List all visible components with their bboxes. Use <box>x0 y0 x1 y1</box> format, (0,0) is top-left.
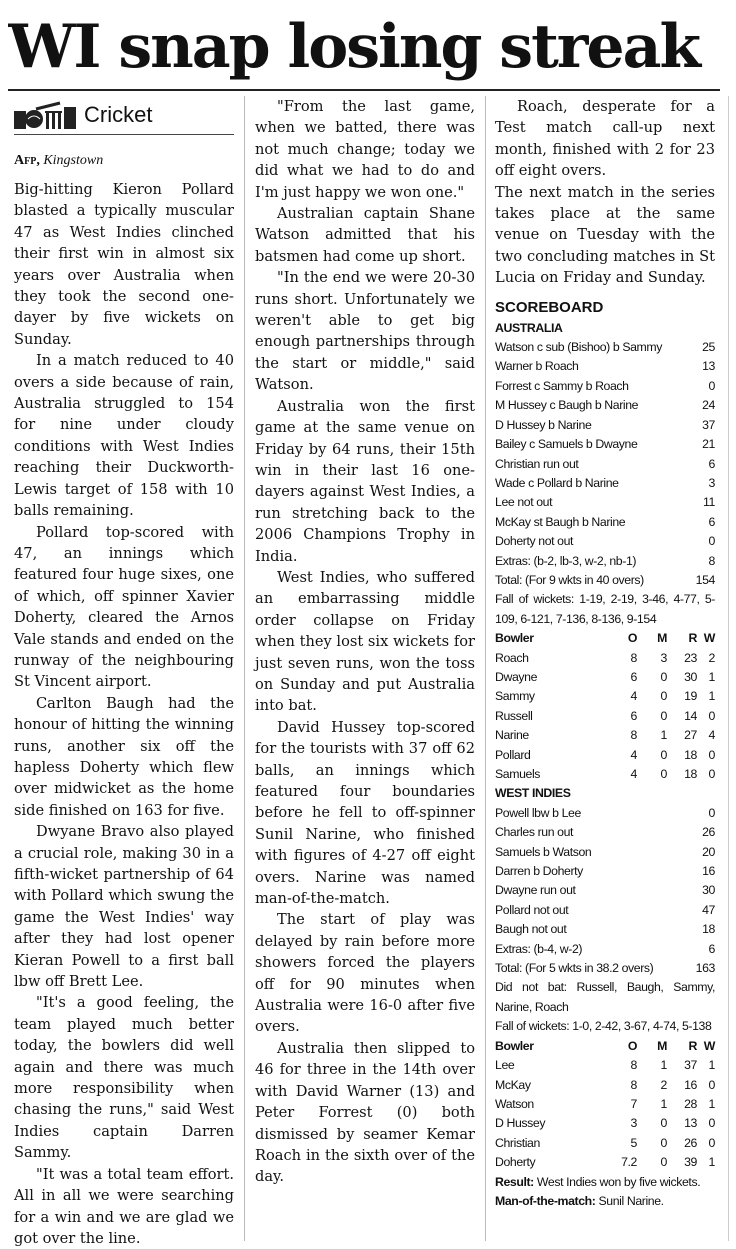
batsman-runs: 6 <box>708 941 715 956</box>
motm-text: Sunil Narine. <box>598 1193 664 1208</box>
batsman-entry: Total: (For 5 wkts in 38.2 overs) <box>495 961 654 976</box>
bowling-cell: 0 <box>708 708 715 723</box>
column-divider <box>485 96 486 1241</box>
batsman-entry: Darren b Doherty <box>495 864 583 879</box>
bowling-cell: 8 <box>630 728 637 743</box>
batsman-runs: 0 <box>708 805 715 820</box>
section-kicker <box>14 96 234 135</box>
bowling-cell: 6 <box>630 708 637 723</box>
batting-row <box>495 493 715 512</box>
batsman-runs: 154 <box>695 572 715 587</box>
batsman-runs: 6 <box>708 514 715 529</box>
bowling-cell: 23 <box>684 650 697 665</box>
bowling-row <box>495 649 715 668</box>
bowling-cell: 39 <box>684 1155 697 1170</box>
batting-row <box>495 959 715 978</box>
bowling-cell: 27 <box>684 728 697 743</box>
paragraph: David Hussey top-scored for the tourists with 37 off 62 balls, an innings which featured four boundaries before he fell to off-spinner Sunil Narine, who finished with figures of 4-27 off eight overs. Narine was named man-of-the-match. <box>255 718 475 908</box>
bowling-cell: 0 <box>660 1135 667 1150</box>
batting-row <box>495 804 715 823</box>
bowling-cell: Pollard <box>495 747 531 762</box>
batsman-entry: Extras: (b-2, lb-3, w-2, nb-1) <box>495 553 637 568</box>
batsman-entry: Bailey c Samuels b Dwayne <box>495 437 638 452</box>
batsman-runs: 3 <box>708 475 715 490</box>
batting-row <box>495 920 715 939</box>
batting-row <box>495 940 715 959</box>
fall-of-wickets: Fall of wickets: 1-19, 2-19, 3-46, 4-77, 5-109, 6-121, 7-136, 8-136, 9-154 <box>495 592 715 626</box>
batsman-entry: Warner b Roach <box>495 359 579 374</box>
batsman-entry: Watson c sub (Bishoo) b Sammy <box>495 340 662 355</box>
batting-row <box>495 843 715 862</box>
paragraph: "It was a total team effort. All in all we were searching for a win and we are glad we got over the line. <box>14 1165 234 1247</box>
paragraph: "From the last game, when we batted, there was not much change; today we did what we had to do and I'm just happy we won one." <box>255 98 475 201</box>
batsman-runs: 11 <box>703 495 715 510</box>
batting-row <box>495 901 715 920</box>
bowling-cell: Samuels <box>495 767 541 781</box>
bowling-cell: 19 <box>684 689 697 704</box>
batsman-runs: 26 <box>702 825 715 840</box>
batsman-runs: 24 <box>702 398 715 413</box>
adjacent-page-edge <box>728 96 736 1241</box>
bowling-cell: Sammy <box>495 689 535 704</box>
bowling-header-cell: O <box>627 1038 637 1053</box>
bowling-row <box>495 765 715 784</box>
article-column-1 <box>14 96 234 1249</box>
batsman-runs: 8 <box>708 553 715 568</box>
batsman-runs: 25 <box>702 340 715 355</box>
paragraph: West Indies, who suffered an embarrassing middle order collapse on Friday when they lost six wickets for just seven runs, won the toss on Sunday and put Australia into bat. <box>255 568 475 715</box>
bowling-row <box>495 746 715 765</box>
bowling-cell: 8 <box>630 650 637 665</box>
bowling-cell: 0 <box>660 1116 667 1131</box>
bowling-header-cell: W <box>703 631 715 646</box>
bowling-cell: 0 <box>708 1077 715 1092</box>
bowling-cell: 8 <box>630 1077 637 1092</box>
paragraph: The start of play was delayed by rain before more showers forced the players off for 90 minutes when Australia were 16-0 after five overs. <box>255 911 475 1036</box>
bowling-row <box>495 687 715 706</box>
bowling-cell: Watson <box>495 1096 534 1111</box>
bowling-cell: 0 <box>660 1155 667 1170</box>
bowling-cell: 0 <box>660 669 667 684</box>
bowling-cell: 3 <box>630 1116 637 1131</box>
result-line <box>495 1173 715 1192</box>
scoreboard-title: SCOREBOARD <box>495 298 604 316</box>
batting-row <box>495 396 715 415</box>
batsman-runs: 18 <box>702 922 715 937</box>
batsman-runs: 16 <box>702 864 715 879</box>
batsman-runs: 30 <box>702 883 715 898</box>
batsman-entry: McKay st Baugh b Narine <box>495 514 626 529</box>
batsman-entry: Charles run out <box>495 825 574 840</box>
bowling-row <box>495 1095 715 1114</box>
did-not-bat: Did not bat: Russell, Baugh, Sammy, Narine, Roach <box>495 980 715 1014</box>
batsman-runs: 37 <box>702 417 715 432</box>
bowling-row <box>495 1134 715 1153</box>
bowling-row <box>495 1153 715 1172</box>
bowling-cell: Narine <box>495 728 529 743</box>
batsman-runs: 163 <box>695 961 715 976</box>
batsman-entry: D Hussey b Narine <box>495 417 592 432</box>
bowling-cell: 6 <box>630 669 637 684</box>
bowling-cell: McKay <box>495 1077 531 1092</box>
bowling-cell: 0 <box>660 747 667 762</box>
batting-row <box>495 571 715 590</box>
batting-row <box>495 513 715 532</box>
batting-row <box>495 532 715 551</box>
bowling-cell: 30 <box>684 669 697 684</box>
column-divider <box>244 96 245 1241</box>
paragraph: Australia won the first game at the same venue on Friday by 64 runs, their 15th win in their last 16 one-dayers against West Indies, a run stretching back to the 2006 Champions Trophy in India. <box>255 397 475 565</box>
bowling-cell: 5 <box>630 1135 637 1150</box>
bowling-cell: 4 <box>630 767 637 781</box>
paragraph: Carlton Baugh had the honour of hitting the winning runs, another six off the hapless Doherty which flew over midwicket as the home side finished on 163 for five. <box>14 694 234 819</box>
section-label: Cricket <box>84 102 153 128</box>
bowling-cell: 1 <box>660 728 667 743</box>
bowling-cell: 16 <box>684 1077 697 1092</box>
paragraph: Big-hitting Kieron Pollard blasted a typically muscular 47 as West Indies clinched their first win in almost six years over Australia when they took the second one-dayer by five wickets on Sunday. <box>14 181 234 348</box>
motm-label: Man-of-the-match: <box>495 1193 596 1208</box>
batsman-runs: 13 <box>702 359 715 374</box>
batsman-entry: M Hussey c Baugh b Narine <box>495 398 639 413</box>
bowling-cell: Russell <box>495 708 533 723</box>
batting-row <box>495 552 715 571</box>
batting-row <box>495 823 715 842</box>
batting-row <box>495 377 715 396</box>
bowling-header-cell: Bowler <box>495 631 534 646</box>
bowling-cell: 0 <box>708 1116 715 1131</box>
bowling-cell: 0 <box>708 767 715 781</box>
bowling-cell: 1 <box>660 1096 667 1111</box>
bowling-header-cell: R <box>688 1038 697 1053</box>
batsman-entry: Lee not out <box>495 495 553 510</box>
bowling-table-australia <box>495 629 715 784</box>
bowling-cell: 0 <box>660 708 667 723</box>
paragraph: "It's a good feeling, the team played much better today, the bowlers did well again and there was much more responsibility when chasing the runs," said West Indies captain Darren Sammy. <box>14 994 234 1162</box>
batsman-entry: Doherty not out <box>495 534 574 549</box>
bowling-cell: 8 <box>630 1058 637 1073</box>
bowling-cell: D Hussey <box>495 1116 546 1131</box>
bowling-cell: 1 <box>708 669 715 684</box>
bowling-cell: 14 <box>684 708 697 723</box>
bowling-cell: Doherty <box>495 1155 536 1170</box>
byline-agency: Afp, <box>14 153 40 168</box>
headline: WI snap losing streak <box>8 12 700 82</box>
bowling-cell: 7.2 <box>621 1155 637 1170</box>
batting-row <box>495 862 715 881</box>
bowling-cell: 2 <box>660 1077 667 1092</box>
batting-list-australia <box>495 338 715 590</box>
bowling-cell: 1 <box>708 1096 715 1111</box>
paragraph: "In the end we were 20-30 runs short. Unfortunately we weren't able to get big enough partnerships through the start or middle," said Watson. <box>255 269 475 394</box>
bowling-cell: 1 <box>660 1058 667 1073</box>
bowling-cell: 0 <box>708 747 715 762</box>
batsman-runs: 47 <box>702 902 715 917</box>
batsman-entry: Christian run out <box>495 456 579 471</box>
batsman-entry: Powell lbw b Lee <box>495 805 581 820</box>
bowling-cell: 1 <box>708 1058 715 1073</box>
batting-row <box>495 435 715 454</box>
team-heading-west-indies: WEST INDIES <box>495 786 571 801</box>
bowling-header <box>495 1037 715 1056</box>
result-label: Result: <box>495 1174 534 1189</box>
bowling-cell: 18 <box>684 747 697 762</box>
batsman-runs: 0 <box>708 378 715 393</box>
batting-row <box>495 416 715 435</box>
bowling-cell: 0 <box>708 1135 715 1150</box>
paragraph: The next match in the series takes place at the same venue on Tuesday with the two concluding matches in St Lucia on Friday and Sunday. <box>495 183 715 287</box>
bowling-cell: 26 <box>684 1135 697 1150</box>
batting-row <box>495 881 715 900</box>
batsman-entry: Wade c Pollard b Narine <box>495 475 619 490</box>
bowling-cell: 0 <box>660 689 667 704</box>
article-column-2 <box>255 96 475 1188</box>
paragraph: Dwyane Bravo also played a crucial role, making 30 in a fifth-wicket partnership of 64 with Pollard which swung the game the West Indies' way after they had lost opener Kieran Powell to a first ball lbw off Brett Lee. <box>14 823 234 991</box>
bowling-header <box>495 629 715 648</box>
paragraph: Pollard top-scored with 47, an innings which featured four huge sixes, one of which, off spinner Xavier Doherty, cleared the Arnos Vale stands and ended on the runway of the neighbouring St Vincent airport. <box>14 523 234 691</box>
batsman-entry: Baugh not out <box>495 922 567 937</box>
bowling-cell: Dwayne <box>495 669 538 684</box>
batsman-runs: 6 <box>708 456 715 471</box>
headline-rule <box>8 89 720 91</box>
batsman-entry: Samuels b Watson <box>495 844 592 859</box>
byline-place: Kingstown <box>43 153 104 168</box>
motm-line <box>495 1192 715 1211</box>
bowling-cell: 1 <box>708 689 715 704</box>
paragraph: Australian captain Shane Watson admitted that his batsmen had come up short. <box>255 205 475 265</box>
team-heading-australia: AUSTRALIA <box>495 320 563 335</box>
fall-of-wickets: Fall of wickets: 1-0, 2-42, 3-67, 4-74, 5-138 <box>495 1019 712 1034</box>
bowling-header-cell: W <box>703 1038 715 1053</box>
bowling-header-cell: R <box>688 631 697 646</box>
batsman-entry: Extras: (b-4, w-2) <box>495 941 583 956</box>
batting-row <box>495 338 715 357</box>
batsman-runs: 21 <box>702 437 715 452</box>
batting-row <box>495 474 715 493</box>
bowling-cell: 0 <box>660 767 667 781</box>
bowling-header-cell: M <box>657 1038 667 1053</box>
cricket-bat-ball-icon <box>14 101 78 129</box>
bowling-cell: 28 <box>684 1096 697 1111</box>
byline <box>14 151 234 171</box>
bowling-row <box>495 1056 715 1075</box>
bowling-cell: 4 <box>630 747 637 762</box>
batting-row <box>495 357 715 376</box>
bowling-cell: 4 <box>630 689 637 704</box>
bowling-cell: 7 <box>630 1096 637 1111</box>
bowling-cell: 18 <box>684 767 697 781</box>
bowling-cell: 1 <box>708 1155 715 1170</box>
batsman-entry: Pollard not out <box>495 902 569 917</box>
bowling-row <box>495 668 715 687</box>
bowling-header-cell: Bowler <box>495 1038 534 1053</box>
batsman-entry: Dwayne run out <box>495 883 576 898</box>
bowling-cell: Christian <box>495 1135 540 1150</box>
bowling-row <box>495 1114 715 1133</box>
bowling-cell: 4 <box>708 728 715 743</box>
batsman-entry: Forrest c Sammy b Roach <box>495 378 629 393</box>
paragraph: Roach, desperate for a Test match call-up next month, finished with 2 for 23 off eight overs. <box>495 98 715 180</box>
bowling-cell: 2 <box>708 650 715 665</box>
batsman-entry: Total: (For 9 wkts in 40 overs) <box>495 572 644 587</box>
batting-row <box>495 455 715 474</box>
bowling-header-cell: M <box>657 631 667 646</box>
scoreboard <box>495 319 715 1212</box>
bowling-cell: Roach <box>495 650 529 665</box>
batting-list-west-indies <box>495 804 715 979</box>
result-text: West Indies won by five wickets. <box>536 1174 701 1189</box>
bowling-cell: 3 <box>660 650 667 665</box>
batsman-runs: 0 <box>708 534 715 549</box>
bowling-cell: 13 <box>684 1116 697 1131</box>
bowling-cell: 37 <box>684 1058 697 1073</box>
bowling-row <box>495 1076 715 1095</box>
bowling-row <box>495 726 715 745</box>
bowling-table-west-indies <box>495 1037 715 1173</box>
article-column-3 <box>495 96 715 1211</box>
paragraph: In a match reduced to 40 overs a side because of rain, Australia struggled to 154 for nine under cloudy conditions with West Indies reaching their Duckworth-Lewis target of 158 with 10 balls remaining. <box>14 352 234 520</box>
bowling-header-cell: O <box>627 631 637 646</box>
paragraph: Australia then slipped to 46 for three in the 14th over with David Warner (13) and Peter Forrest (0) both dismissed by seamer Kemar Roach in the sixth over of the day. <box>255 1039 475 1186</box>
bowling-row <box>495 707 715 726</box>
batsman-runs: 20 <box>702 844 715 859</box>
bowling-cell: Lee <box>495 1058 515 1073</box>
